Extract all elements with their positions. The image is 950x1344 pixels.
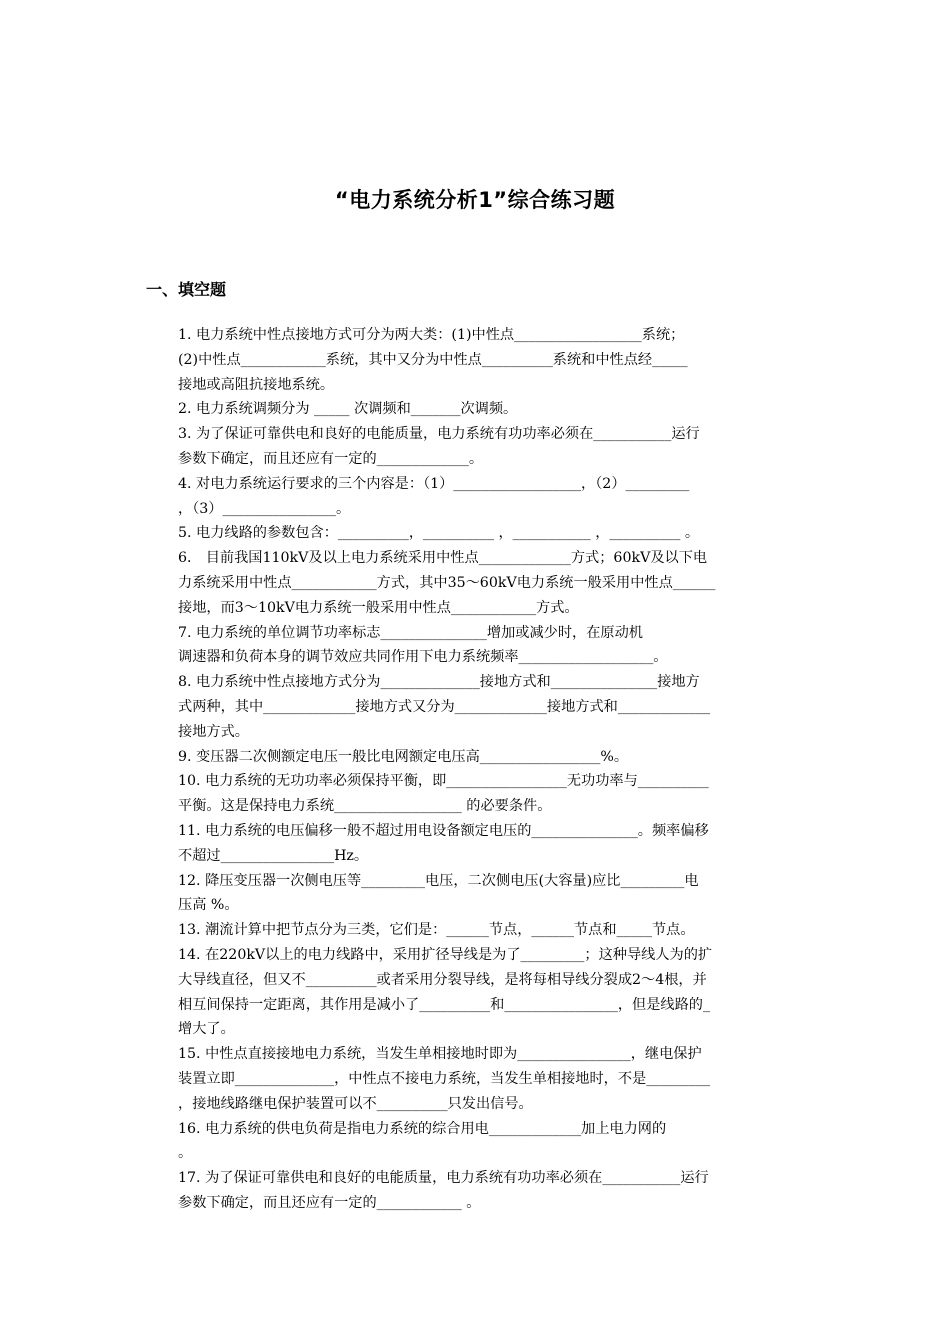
question-line: ，接地线路继电保护装置可以不__________只发出信号。 bbox=[178, 1095, 533, 1112]
document-title: “电力系统分析1”综合练习题 bbox=[334, 188, 616, 212]
question-line: 大导线直径，但又不__________或者采用分裂导线，是将每相导线分裂成2～4根，并 bbox=[178, 971, 707, 988]
question-line: 力系统采用中性点____________方式，其中35～60kV电力系统一般采用中性点______ bbox=[178, 574, 716, 591]
question-line: 13. 潮流计算中把节点分为三类，它们是：______节点，______节点和_____节点。 bbox=[178, 922, 695, 939]
question-line: 平衡。这是保持电力系统__________________ 的必要条件。 bbox=[178, 798, 552, 815]
question-line: (2)中性点____________系统，其中又分为中性点__________系统和中性点经_____ bbox=[178, 351, 688, 368]
question-line: 10. 电力系统的无功功率必须保持平衡，即_________________无功功率与__________ bbox=[178, 773, 709, 790]
question-line: 9. 变压器二次侧额定电压一般比电网额定电压高_________________%。 bbox=[178, 748, 629, 765]
question-line: 12. 降压变压器一次侧电压等_________电压，二次侧电压(大容量)应比_________电 bbox=[178, 872, 699, 889]
question-line: 接地或高阻抗接地系统。 bbox=[178, 376, 335, 393]
question-line: 装置立即______________，中性点不接电力系统，当发生单相接地时，不是_________ bbox=[178, 1070, 711, 1087]
question-line: 参数下确定，而且还应有一定的_____________。 bbox=[178, 450, 484, 467]
question-line: 2. 电力系统调频分为 _____ 次调频和_______次调频。 bbox=[178, 401, 518, 418]
question-line: 接地方式。 bbox=[178, 723, 249, 740]
question-line: 参数下确定，而且还应有一定的____________ 。 bbox=[178, 1194, 481, 1211]
question-line: 接地，而3～10kV电力系统一般采用中性点____________方式。 bbox=[178, 599, 579, 616]
question-line: 相互间保持一定距离，其作用是减小了__________和________________，但是线路的_ bbox=[178, 996, 711, 1013]
question-line: 7. 电力系统的单位调节功率标志_______________增加或减少时，在原动机 bbox=[178, 624, 643, 641]
question-line: 1. 电力系统中性点接地方式可分为两大类：(1)中性点__________________系统； bbox=[178, 327, 685, 343]
question-line: 11. 电力系统的电压偏移一般不超过用电设备额定电压的_______________。频率偏移 bbox=[178, 822, 709, 839]
question-line: 15. 中性点直接接地电力系统，当发生单相接地时即为________________，继电保护 bbox=[178, 1046, 702, 1063]
question-list bbox=[178, 323, 810, 1216]
section-heading: 一、填空题 bbox=[146, 280, 227, 299]
question-line: 16. 电力系统的供电负荷是指电力系统的综合用电_____________加上电力网的 bbox=[178, 1120, 667, 1137]
question-line: 8. 电力系统中性点接地方式分为______________接地方式和_______________接地方 bbox=[178, 674, 700, 691]
question-line: 3. 为了保证可靠供电和良好的电能质量，电力系统有功功率必须在___________运行 bbox=[178, 426, 700, 443]
question-line: 增大了。 bbox=[178, 1021, 235, 1038]
question-line: 压高 %。 bbox=[178, 897, 239, 914]
question-line: 17. 为了保证可靠供电和良好的电能质量，电力系统有功功率必须在___________运行 bbox=[178, 1170, 709, 1187]
question-line: 。 bbox=[178, 1145, 193, 1162]
question-line: 6． 目前我国110kV及以上电力系统采用中性点_____________方式；60kV及以下电 bbox=[178, 550, 708, 567]
question-line: 4. 对电力系统运行要求的三个内容是：（1）__________________，（2）_________ bbox=[178, 475, 690, 492]
question-line: 式两种，其中_____________接地方式又分为_____________接地方式和_____________ bbox=[178, 698, 711, 715]
question-line: 调速器和负荷本身的调节效应共同作用下电力系统频率___________________。 bbox=[178, 649, 668, 666]
question-line: ，（3）________________。 bbox=[178, 500, 351, 517]
question-line: 14. 在220kV以上的电力线路中，采用扩径导线是为了_________；这种导线人为的扩 bbox=[178, 946, 713, 963]
question-line: 不超过________________Hz。 bbox=[178, 847, 369, 864]
question-line: 5. 电力线路的参数包含：__________，__________ ，___________ ，__________ 。 bbox=[178, 525, 700, 542]
